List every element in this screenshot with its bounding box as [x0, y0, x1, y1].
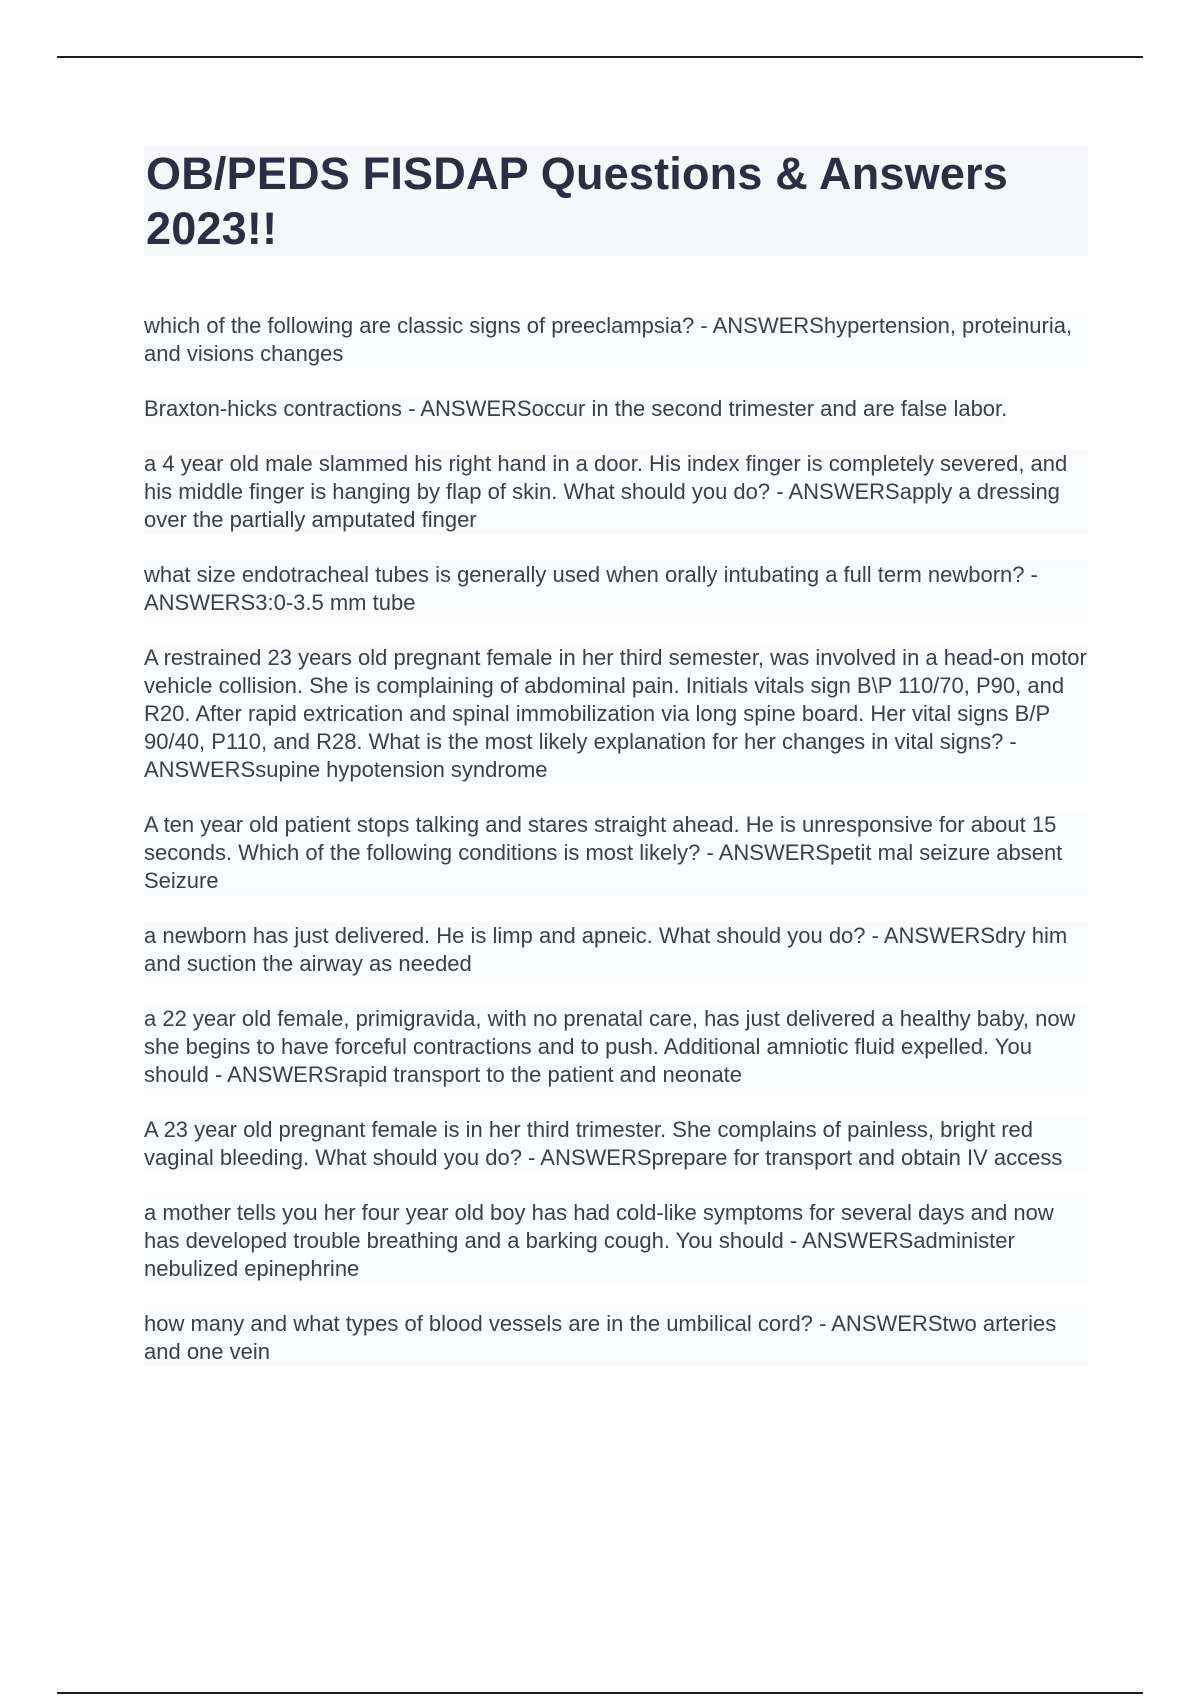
qa-item: a newborn has just delivered. He is limp and apneic. What should you do? - ANSWERSdry him and suction the airway as needed	[144, 922, 1088, 978]
title-block	[144, 146, 1088, 256]
qa-item: Braxton-hicks contractions - ANSWERSoccur in the second trimester and are false labor.	[144, 396, 1008, 421]
qa-item: A restrained 23 years old pregnant female in her third semester, was involved in a head-on motor vehicle collision. She is complaining of abdominal pain. Initials vitals sign B\P 110/70, P90, and R20. After rapid extrication and spinal immobilization via long spine board. Her vital signs B/P 90/40, P110, and R28. What is the most likely explanation for her changes in vital signs? - ANSWERSsupine hypotension syndrome	[144, 645, 1087, 782]
bottom-divider	[57, 1692, 1143, 1694]
qa-item: A ten year old patient stops talking and stares straight ahead. He is unresponsive for about 15 seconds. Which of the following conditions is most likely? - ANSWERSpetit mal seizure absent Seizure	[144, 811, 1088, 895]
qa-item: a 22 year old female, primigravida, with no prenatal care, has just delivered a healthy baby, now she begins to have forceful contractions and to push. Additional amniotic fluid expelled. You should - ANSWERSrapid transport to the patient and neonate	[144, 1005, 1088, 1089]
qa-item: a 4 year old male slammed his right hand in a door. His index finger is completely severed, and his middle finger is hanging by flap of skin. What should you do? - ANSWERSapply a dressing over the partially amputated finger	[144, 450, 1088, 534]
top-divider	[57, 56, 1143, 58]
qa-list	[144, 312, 1088, 1366]
qa-item: a mother tells you her four year old boy has had cold-like symptoms for several days and now has developed trouble breathing and a barking cough. You should - ANSWERSadminister nebulized epinephrine	[144, 1199, 1088, 1283]
document-page	[144, 146, 1088, 1393]
qa-item: what size endotracheal tubes is generally used when orally intubating a full term newborn? - ANSWERS3:0-3.5 mm tube	[144, 561, 1088, 617]
document-title: OB/PEDS FISDAP Questions & Answers 2023!!	[146, 148, 1008, 254]
qa-item: which of the following are classic signs of preeclampsia? - ANSWERShypertension, proteinuria, and visions changes	[144, 312, 1088, 368]
qa-item: A 23 year old pregnant female is in her third trimester. She complains of painless, bright red vaginal bleeding. What should you do? - ANSWERSprepare for transport and obtain IV access	[144, 1116, 1088, 1172]
qa-item: how many and what types of blood vessels are in the umbilical cord? - ANSWERStwo arteries and one vein	[144, 1310, 1088, 1366]
